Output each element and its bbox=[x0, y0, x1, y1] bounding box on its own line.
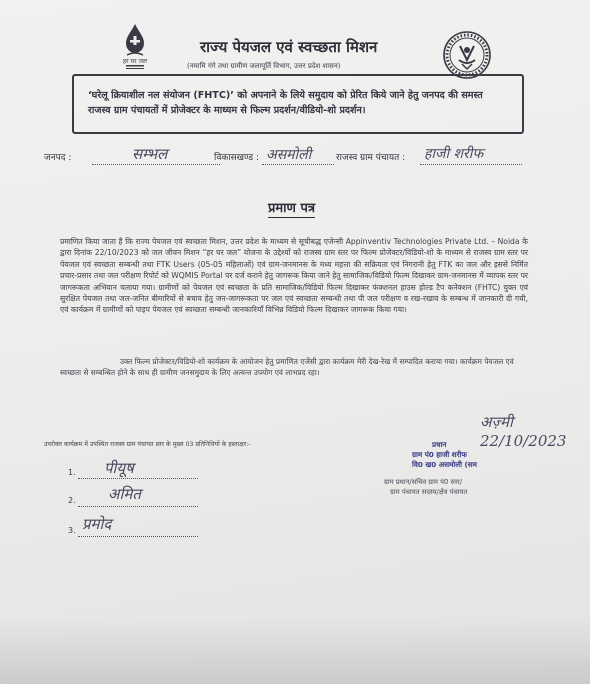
block-label: विकासखण्ड : bbox=[214, 153, 260, 163]
attendee-signature: प्रमोद bbox=[82, 515, 112, 533]
attendee-number: 2. bbox=[68, 496, 76, 505]
attendee-signature: अमित bbox=[108, 485, 141, 503]
body-para-1: प्रमाणित किया जाता है कि राज्य पेयजल एवं स्वच्छता मिशन, उत्तर प्रदेश के माध्यम से सूचीबद्ध एजेन्सी Appinventiv Technologies Private Ltd. – Noida के द्वारा दिनांक 22/10/2023 को जल जीवन मिशन “हर घर जल” योजना के उद्देश्यों को राजस्व ग्राम स्तर पर फिल्म प्रोजेक्टर/विडियो-शो के माध्यम से राजस्व ग्राम स्तर पर पेयजल एवं स्वच्छता सम्बन्धी तथा FTK Users (05-05 महिलाओं) एवं ग्राम-जनमानस के मध्य महत्ता की सक्रियता एवं निगरानी हेतु FTK का जल और इससे निर्मित प्रचार-प्रसार तथा जल परीक्षण रिपोर्ट को WQMIS Portal पर दर्ज कराने हेतु जागरूक किया जाने हेतु सामाजिक/विडियो फिल्म दिखाकर ग्राम-जनमानस में व्यापक स्तर पर जागरूकता अभियान चलाया गया। ग्रामीणों को पेयजल एवं स्वच्छता के प्रति सामाजिक/विडियो फिल्म दिखाकर फंक्शनल हाउस होल्ड टैप कनेक्शन (FHTC) युक्त एवं सुरक्षित पेयजल तथा जल-जनित बीमारियों से बचाव हेतु जन-जागरूकता पर जल एवं स्वच्छता सम्बन्धी तथा पी जल परीक्षण व रख-रखाव के सम्बन्ध में जानकारी दी गयी, एवं कार्यक्रम में ग्रामीणों को पाइप पेयजल एवं स्वच्छता सम्बन्धी जानकारियाँ विभिन्न विडियो फिल्म दिखाकर जागरूक किया गया। bbox=[60, 237, 528, 315]
attendee-signature: पीयूष bbox=[104, 459, 134, 477]
district-value: सम्भल bbox=[132, 145, 168, 163]
pradhan-stamp bbox=[412, 440, 532, 478]
stamp-line-1: ग्राम पं0 हाजी शरीफ bbox=[412, 450, 467, 459]
org-subtitle: (नमामि गंगे तथा ग्रामीण जलापूर्ति विभाग, उत्तर प्रदेश शासन) bbox=[187, 62, 341, 70]
certificate-title: प्रमाण पत्र bbox=[268, 198, 315, 218]
signature-line bbox=[78, 478, 198, 479]
signature-line bbox=[78, 536, 198, 537]
page-shadow bbox=[0, 618, 590, 684]
signatory-role bbox=[384, 478, 467, 497]
attendee-row-3 bbox=[68, 515, 208, 542]
body-para-2: उक्त फिल्म प्रोजेक्टर/विडियो-शो कार्यक्रम के आयोजन हेतु प्रमाणित एजेंसी द्वारा कार्यक्रम मेरी देख-रेख में सम्पादित कराया गया। कार्यक्रम पेयजल एवं स्वच्छता से सम्बन्धित होने के साथ ही ग्रामीण जनसमुदाय के लिए अत्यन्त उपयोग एवं लाभप्रद रहा। bbox=[60, 357, 514, 377]
stamp-title: प्रधान bbox=[432, 440, 447, 449]
certificate-body-paragraph-1 bbox=[60, 236, 528, 316]
org-title: राज्य पेयजल एवं स्वच्छता मिशन bbox=[200, 38, 378, 56]
block-dotline bbox=[262, 164, 334, 165]
attendance-intro: उपरोक्त कार्यक्रम में उपस्थित राजस्व ग्राम पंचायत स्तर के मुख्य 03 प्रतिनिधियों के हस्ताक्षर:- bbox=[44, 441, 251, 448]
up-government-emblem bbox=[442, 30, 492, 80]
panchayat-value: हाजी शरीफ bbox=[424, 146, 484, 162]
signatory-handwritten-signature: अज़्मी 22/10/2023 bbox=[480, 413, 567, 450]
attendee-row-1 bbox=[68, 459, 208, 486]
attendee-row-2 bbox=[68, 485, 208, 514]
panchayat-dotline bbox=[420, 164, 522, 165]
location-fields bbox=[44, 145, 544, 174]
subject-box bbox=[72, 74, 524, 134]
subject-text: ‘घरेलू क्रियाशील नल संयोजन (FHTC)’ को अपनाने के लिये समुदाय को प्रेरित किये जाने हेतु जनपद की समस्त राजस्व ग्राम पंचायतों में प्रोजेक्टर के माध्यम से फिल्म प्रदर्शन/वीडियो-शो प्रदर्शन। bbox=[88, 90, 483, 116]
signature-line bbox=[78, 506, 198, 507]
role-line-1: ग्राम प्रधान/सचिव ग्राम पं0 स्तर/ bbox=[384, 478, 463, 486]
attendee-number: 1. bbox=[68, 468, 76, 477]
block-value: असमोली bbox=[266, 147, 312, 163]
district-dotline bbox=[92, 164, 220, 165]
district-label: जनपद : bbox=[44, 153, 72, 163]
attendee-number: 3. bbox=[68, 526, 76, 535]
certificate-body-paragraph-2 bbox=[60, 356, 528, 378]
jal-jeevan-mission-logo bbox=[118, 22, 168, 70]
panchayat-label: राजस्व ग्राम पंचायत : bbox=[336, 153, 406, 163]
stamp-line-2: वि0 ख0 असमोली (सम bbox=[412, 460, 477, 469]
logo-caption: हर घर जल bbox=[123, 58, 147, 65]
role-line-2: ग्राम पंचायत सदस्य/क्षेत्र पंचायत bbox=[390, 487, 468, 496]
